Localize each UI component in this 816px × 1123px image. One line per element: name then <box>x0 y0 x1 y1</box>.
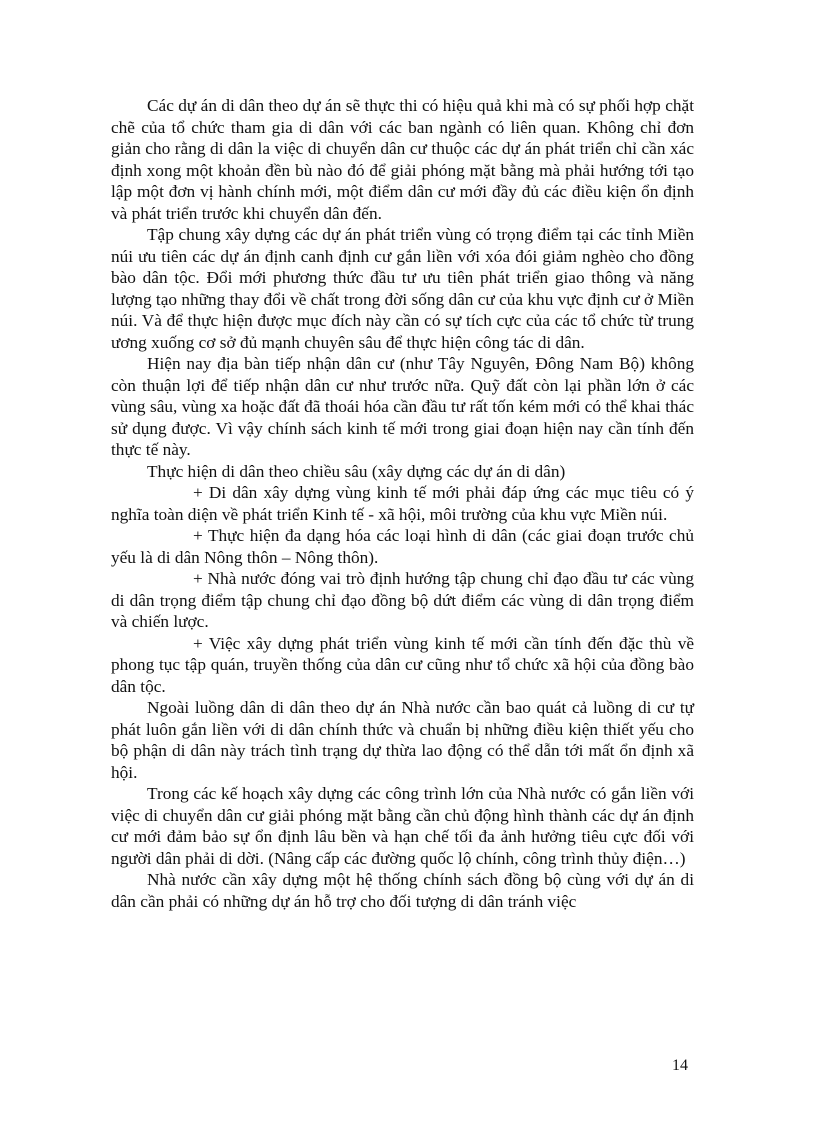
paragraph-coordination: Các dự án di dân theo dự án sẽ thực thi có hiệu quả khi mà có sự phối hợp chặt chẽ của tổ chức tham gia di dân với các ban ngành có liên quan. Không chỉ đơn giản cho rằng di dân la việc di chuyển dân cư thuộc các dự án phát triển chỉ cần xác định xong một khoản đền bù nào đó để giải phóng mặt bằng mà phải hướng tới tạo lập một đơn vị hành chính mới, một điểm dân cư mới đầy đủ các điều kiện ổn định và phát triển trước khi chuyển dân đến. <box>111 96 694 223</box>
paragraph-mountain-projects: Tập chung xây dựng các dự án phát triển vùng có trọng điểm tại các tỉnh Miền núi ưu tiên các dự án định canh định cư gắn liền với xóa đói giảm nghèo cho đồng bào dân tộc. Đổi mới phương thức đầu tư ưu tiên phát triển giao thông và năng lượng tạo những thay đổi về chất trong đời sống dân cư của khu vực định cư ở Miền núi. Và để thực hiện được mục đích này cần có sự tích cực của các tổ chức từ trung ương xuống cơ sở đủ mạnh chuyên sâu để thực hiện công tác di dân. <box>111 225 694 352</box>
bullet-diversify-migration: + Thực hiện đa dạng hóa các loại hình di dân (các giai đoạn trước chủ yếu là di dân Nông thôn – Nông thôn). <box>111 526 694 567</box>
document-body <box>111 95 694 912</box>
page-number: 14 <box>672 1057 688 1074</box>
bullet-new-economic-zones: + Di dân xây dựng vùng kinh tế mới phải đáp ứng các mục tiêu có ý nghĩa toàn diện về phát triển Kinh tế - xã hội, môi trường của khu vực Miền núi. <box>111 483 694 524</box>
paragraph-in-depth-migration: Thực hiện di dân theo chiều sâu (xây dựng các dự án di dân) <box>147 461 566 481</box>
paragraph-spontaneous-migration: Ngoài luồng dân di dân theo dự án Nhà nước cần bao quát cả luồng di cư tự phát luôn gắn liền với di dân chính thức và chuẩn bị những điều kiện thiết yếu cho bộ phận di dân này trách tình trạng dự thừa lao động có thể dẫn tới mất ổn định xã hội. <box>111 698 694 782</box>
bullet-state-orientation: + Nhà nước đóng vai trò định hướng tập chung chỉ đạo đầu tư các vùng di dân trọng điểm tập chung chỉ đạo đồng bộ dứt điểm các vùng di dân trọng điểm và chiến lược. <box>111 569 694 631</box>
bullet-customs-traditions: + Việc xây dựng phát triển vùng kinh tế mới cần tính đến đặc thù về phong tục tập quán, truyền thống của dân cư cũng như tổ chức xã hội của đồng bào dân tộc. <box>111 633 694 696</box>
paragraph-policy-system: Nhà nước cần xây dựng một hệ thống chính sách đồng bộ cùng với dự án di dân cần phải có những dự án hỗ trợ cho đối tượng di dân tránh việc <box>111 870 694 911</box>
paragraph-receiving-areas: Hiện nay địa bàn tiếp nhận dân cư (như Tây Nguyên, Đông Nam Bộ) không còn thuận lợi để tiếp nhận dân cư như trước nữa. Quỹ đất còn lại phần lớn ở các vùng sâu, vùng xa hoặc đất đã thoái hóa cần đầu tư rất tốn kém mới có thể khai thác sử dụng được. Vì vậy chính sách kinh tế mới trong giai đoạn hiện nay cần tính đến thực tế này. <box>111 354 694 459</box>
paragraph-large-works: Trong các kế hoạch xây dựng các công trình lớn của Nhà nước có gắn liền với việc di chuyển dân cư giải phóng mặt bằng cần chủ động hình thành các dự án định cư mới đảm bảo sự ổn định lâu bền và hạn chế tối đa ảnh hưởng tiêu cực đối với người dân phải di dời. (Nâng cấp các đường quốc lộ chính, công trình thủy điện…) <box>111 784 694 868</box>
